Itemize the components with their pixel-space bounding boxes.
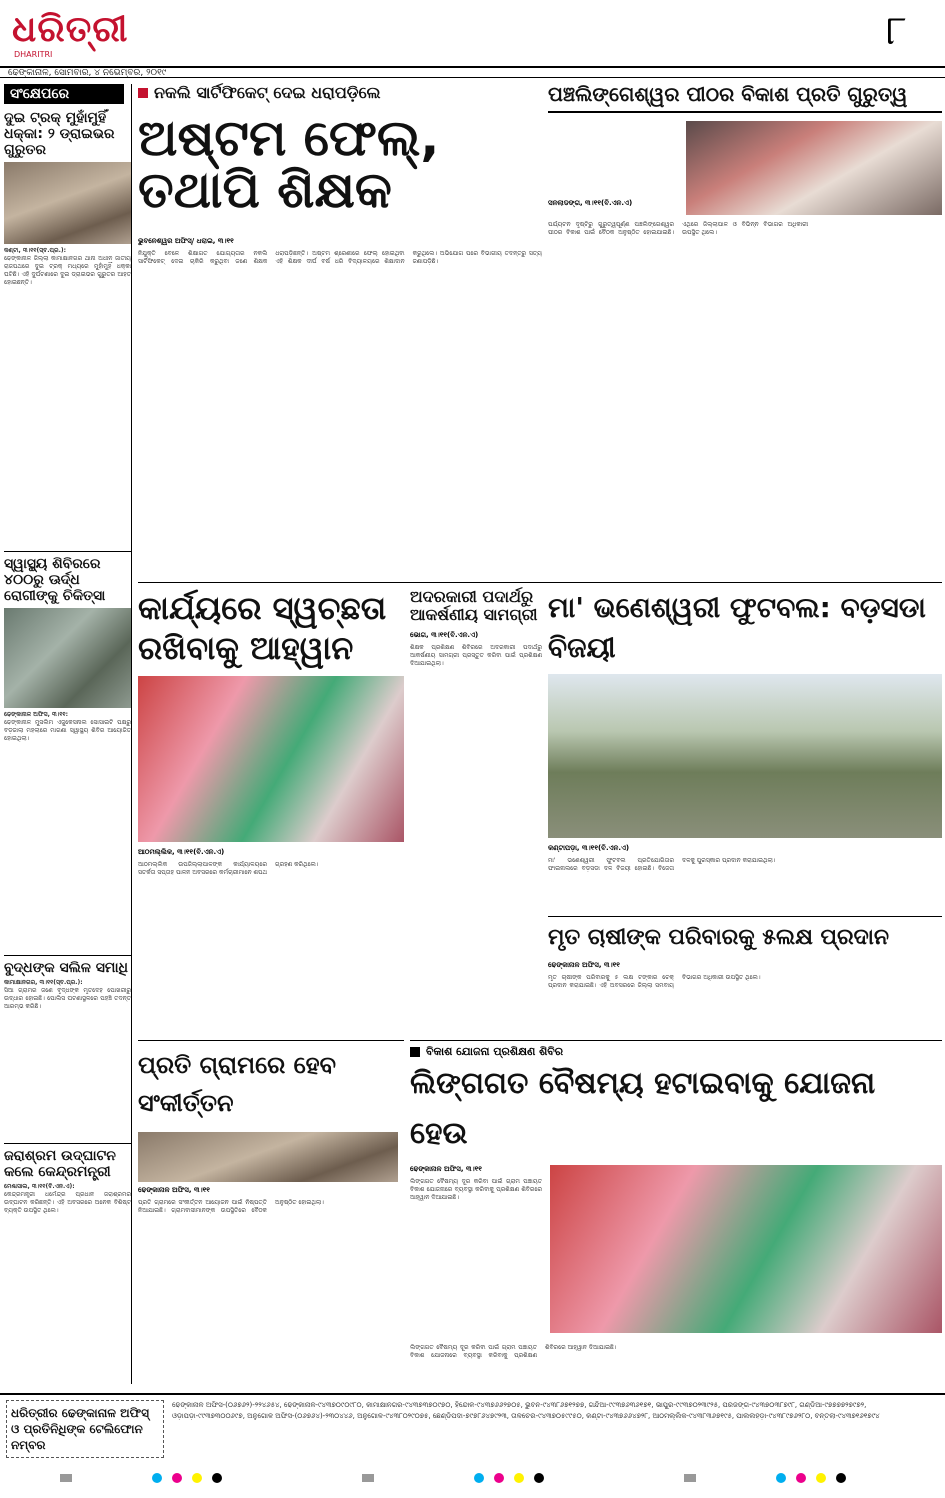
sidebar-header: ସଂକ୍ଷେପରେ [4, 84, 124, 104]
sidebar-item [4, 551, 131, 949]
village-meeting-photo [138, 1132, 398, 1182]
temple-story [548, 84, 942, 561]
lead-story [138, 84, 542, 595]
women-training-photo [550, 1165, 942, 1333]
registration-square [362, 1474, 374, 1482]
oath-photo [138, 676, 404, 842]
football-headline: ମା' ଭଣେଶ୍ୱରୀ ଫୁଟବଲ: ବଡ଼ସଡା ବିଜୟୀ [548, 591, 926, 664]
sidebar-item-body: କେନ୍ଦ୍ରମନ୍ତ୍ରୀ ଧର୍ମେନ୍ଦ୍ର ପ୍ରଧାନ ଜରାଶ୍ରମର ଉଦ୍‌ଘାଟନ କରିଛନ୍ତି। ଏହି ଅବସରରେ ଅନେକ ବିଶିଷ୍ଟ ବ୍ୟକ୍ତି ଉପସ୍ଥିତ ଥିଲେ। [4, 1191, 131, 1214]
football-body: ମା' ଭଣେଶ୍ୱରୀ ଫୁଟବଲ ପ୍ରତିଯୋଗିତାର ଫାଇନାଲରେ ବଡ଼ସଡା ଦଳ ବିଜୟୀ ହୋଇଛି। ବିଜେତା ଦଳକୁ ପୁରସ୍କାର ପ୍ରଦାନ କରାଯାଇଥିଲା। [548, 857, 776, 872]
black-dot [534, 1473, 544, 1483]
village-photo-caption: ଢେଙ୍କାନାଳ ଅଫିସ, ୩।୧୧ [138, 1186, 210, 1194]
newspaper-logo: ଧରିତ୍ରୀ [12, 8, 129, 50]
gender-dateline: ଢେଙ୍କାନାଳ ଅଫିସ, ୩।୧୧ [410, 1165, 482, 1173]
waste-story [410, 588, 542, 1039]
football-story [548, 588, 942, 947]
footer-phone-numbers: ଢେଙ୍କାନାଳ ଅଫିସ-(୦୬୭୬୨)-୨୨୪୬୫୪, ଢେଙ୍କାନାଳ-୯୪୩୭୦୯୦୯୮୦, କାମାକ୍ଷାନଗର-୯୪୩୭୩୭୦୯୭୦, ହିନ୍ଦୋଳ-୯୪୩୭୬୬୨୭୦୫, ଭୁବନ-୯୪୩୮୬୭୧୨୭୭, ଗନ୍ଦିଆ-୯୯୩୭୬୩୬୧୭୧, ଭାପୁର-୯୯୩୭୦୨୩୯୨୫, ପରଜଙ୍ଗ-୯୪୩୭୦୩୮୭୯୮, ଗଣ୍ଡିଆ-୯୭୭୭୭୨୭୯୭୨, ଓଡ଼ାପଡ଼ା-୯୯୩୭୩୦୦୬୯୭, ଅନୁଗୋଳ ଅଫିସ-(୦୬୭୬୪)-୨୩୦୪୪୬, ଅନୁଗୋଳ-୯୪୩୮୦୨୯୦୭୫, ଛେଣ୍ଡିପଦା-୭୯୭୮୬୪୭୯୨୩, ତାଳଚେର-୯୪୩୭୦୫୯୯୫୦, କଣ୍ଟା-୯୪୩୭୬୬୪୭୨୮, ଆଠମଲ୍ଲିକ-୯୪୩୮୩୬୭୧୯୫, ପାଲଲହଡ଼ା-୯୪୩୮୯୭୬୨୮୦, ବନ୍ତଲା-୯୪୩୭୧୬୧୭୯୪ [172, 1401, 880, 1420]
black-dot [836, 1473, 846, 1483]
page-number: ୮ [886, 8, 907, 54]
village-headline: ପ୍ରତି ଗ୍ରାମରେ ହେବ ସଂକୀର୍ତ୍ତନ [138, 1051, 337, 1117]
football-team-photo [548, 674, 942, 838]
sidebar-item [4, 1143, 131, 1371]
sidebar-item-dateline: କଣ୍ଟା, ୩।୧୧(ସ୍ବ.ପ୍ର.): [4, 247, 67, 254]
sidebar-item-title: ଜରାଶ୍ରମ ଉଦ୍‌ଘାଟନ କଲେ କେନ୍ଦ୍ରମନ୍ତ୍ରୀ [4, 1148, 116, 1180]
sidebar-item-dateline: ମେଣ୍ଢାସାଲ, ୩।୧୧(ବି.ଏନ.ଏ): [4, 1183, 75, 1190]
waste-dateline: ଭୋଗ, ୩।୧୧(ବି.ଏନ.ଏ) [410, 631, 479, 640]
lead-dateline: ଭୁବନେଶ୍ୱର ଅଫିସ୍/ ଧରାଇ, ୩।୧୧ [138, 236, 234, 245]
lead-headline: ଅଷ୍ଟମ ଫେଲ୍, ତଥାପି ଶିକ୍ଷକ [138, 108, 440, 220]
sidebar-item-body: ଢେଙ୍କାନାଳ ମୁସଲିମ ଏଜୁକେସନାଲ ସୋସାଇଟି ପକ୍ଷରୁ ବଡ଼ଜାଲା ମହଲାରେ ମାଗଣା ସ୍ୱାସ୍ଥ୍ୟ ଶିବିର ଆୟୋଜିତ ହୋଇଥିଲା। [4, 719, 131, 742]
magenta-dot [796, 1473, 806, 1483]
sidebar-item [4, 110, 131, 545]
newspaper-logo-sub: DHARITRI [14, 50, 53, 59]
farmer-dateline: ଢେଙ୍କାନାଳ ଅଫିସ, ୩।୧୧ [548, 961, 620, 969]
clean-body: ଆଠମଲ୍ଲିକ ଉପଜିଲ୍ଲାପାଳଙ୍କ କାର୍ଯ୍ୟାଳୟରେ ସତର୍କତା ସପ୍ତାହ ପାଳନ ଅବସରରେ କର୍ମଚାରୀମାନେ ଶପଥ ଗ୍ରହଣ କରିଥିଲେ। [138, 861, 319, 876]
clean-story [138, 588, 404, 1031]
sidebar-item-title: ବୁଦ୍ଧଙ୍କ ସଲିଳ ସମାଧି [4, 960, 129, 976]
clean-photo-caption: ଆଠମଲ୍ଲିକ, ୩।୧୧(ବି.ଏନ.ଏ) [138, 848, 225, 856]
sidebar-item-dateline: କାମାକ୍ଷାନଗର, ୩।୧୧(ସ୍ବ.ପ୍ର.): [4, 979, 83, 986]
cyan-dot [776, 1473, 786, 1483]
temple-dateline: ସନଲାଡଙ୍ଗ, ୩।୧୧(ବି.ଏନ.ଏ) [548, 199, 633, 207]
farmer-headline: ମୃତ ଚାଷୀଙ୍କ ପରିବାରକୁ ୫ଲକ୍ଷ ପ୍ରଦାନ [548, 916, 942, 955]
gender-body-col1: ଲିଙ୍ଗଗତ ବୈଷମ୍ୟ ଦୂର କରିବା ପାଇଁ ଗ୍ରାମ ପଞ୍ଚାୟତ ବିକାଶ ଯୋଜନାରେ ବ୍ୟବସ୍ଥା କରିବାକୁ ପ୍ରଶିକ୍ଷଣ ଶିବିରରେ ଆହ୍ୱାନ ଦିଆଯାଇଛି। [410, 1178, 542, 1201]
truck-accident-photo [4, 162, 131, 244]
registration-square [60, 1474, 72, 1482]
divider [138, 1040, 404, 1041]
gender-kicker: ବିକାଶ ଯୋଜନା ପ୍ରଶିକ୍ଷଣ ଶିବିର [426, 1045, 564, 1058]
registration-square [684, 1474, 696, 1482]
black-dot [212, 1473, 222, 1483]
sidebar-item-body: ଢେଙ୍କାନାଳ ଜିଲ୍ଲା କାମାକ୍ଷାନଗର ଥାନା ଅଧୀନ ଜାତୀୟ ରାଜପଥରେ ଦୁଇ ଟ୍ରକ୍ ମଧ୍ୟରେ ମୁହାଁମୁହିଁ ଧକ୍କା ଘଟିଛି। ଏହି ଦୁର୍ଘଟଣାରେ ଦୁଇ ଡ୍ରାଇଭର ଗୁରୁତର ଆହତ ହୋଇଛନ୍ତି। [4, 255, 131, 286]
sidebar [4, 84, 132, 1384]
health-camp-photo [4, 608, 131, 708]
kicker-square [138, 88, 148, 98]
lead-body: ନିଯୁକ୍ତି ବେଳେ ଶିକ୍ଷାଗତ ଯୋଗ୍ୟତାର ନକଲି ସାର୍ଟିଫିକେଟ୍ ଦେଇ ଚାକିରି କରୁଥିବା ଜଣେ ଶିକ୍ଷକ ଧରାପଡ଼ିଛନ୍ତି। ଅଷ୍ଟମ ଶ୍ରେଣୀରେ ଫେଲ୍ ହୋଇଥିବା ଏହି ଶିକ୍ଷକ ଦୀର୍ଘ ବର୍ଷ ଧରି ବିଦ୍ୟାଳୟରେ ଶିକ୍ଷାଦାନ କରୁଥିଲେ। ଅଭିଯୋଗ ପରେ ବିଭାଗୀୟ ତଦନ୍ତରୁ ସତ୍ୟ ଜଣାପଡ଼ିଛି। [138, 249, 542, 265]
magenta-dot [172, 1473, 182, 1483]
sidebar-item [4, 955, 131, 1137]
yellow-dot [514, 1473, 524, 1483]
cyan-dot [152, 1473, 162, 1483]
waste-headline: ଅଦରକାରୀ ପଦାର୍ଥରୁ ଆକର୍ଷଣୀୟ ସାମଗ୍ରୀ [410, 587, 538, 624]
sidebar-item-title: ସ୍ୱାସ୍ଥ୍ୟ ଶିବିରରେ ୪୦୦ରୁ ଊର୍ଦ୍ଧ ରୋଗୀଙ୍କୁ ଚିକିତ୍ସା [4, 556, 106, 604]
sidebar-item-dateline: ଢେଙ୍କାନାଳ ଅଫିସ, ୩।୧୧: [4, 711, 69, 718]
yellow-dot [192, 1473, 202, 1483]
gender-headline: ଲିଙ୍ଗଗତ ବୈଷମ୍ୟ ହଟାଇବାକୁ ଯୋଜନା ହେଉ [410, 1066, 876, 1151]
gender-body: ଲିଙ୍ଗଗତ ବୈଷମ୍ୟ ଦୂର କରିବା ପାଇଁ ଗ୍ରାମ ପଞ୍ଚାୟତ ବିକାଶ ଯୋଜନାରେ ବ୍ୟବସ୍ଥା କରିବାକୁ ପ୍ରଶିକ୍ଷଣ ଶିବିରରେ ଆହ୍ୱାନ ଦିଆଯାଇଛି। [410, 1344, 617, 1359]
lead-kicker: ନକଲି ସାର୍ଟିଫିକେଟ୍ ଦେଇ ଧରାପଡ଼ିଲେ [154, 83, 381, 102]
cyan-dot [474, 1473, 484, 1483]
yellow-dot [816, 1473, 826, 1483]
farmer-story [548, 916, 942, 1044]
village-story [138, 1046, 404, 1379]
temple-headline: ପଞ୍ଚଲିଙ୍ଗେଶ୍ୱର ପୀଠର ବିକାଶ ପ୍ରତି ଗୁରୁତ୍ୱ [548, 84, 942, 113]
waste-body: ଶିକ୍ଷକ ପ୍ରଶିକ୍ଷଣ ଶିବିରରେ ଅଦରକାରୀ ପଦାର୍ଥରୁ ଆକର୍ଷଣୀୟ ସାମଗ୍ରୀ ପ୍ରସ୍ତୁତ କରିବା ପାଇଁ ପ୍ରଶିକ୍ଷଣ ଦିଆଯାଇଥିଲା। [410, 644, 542, 668]
sidebar-item-body: ସିଆ ଗ୍ରାମର ଜଣେ ବୃଦ୍ଧଙ୍କ ମୃତଦେହ ପୋଖରୀରୁ ଉଦ୍ଧାର ହୋଇଛି। ପୋଲିସ ଘଟଣାସ୍ଥଳରେ ପହଞ୍ଚି ତଦନ୍ତ ଆରମ୍ଭ କରିଛି। [4, 987, 131, 1010]
meeting-photo [686, 121, 942, 215]
kicker-square [410, 1047, 420, 1057]
farmer-body: ମୃତ ଚାଷୀଙ୍କ ପରିବାରକୁ ୫ ଲକ୍ଷ ଟଙ୍କାର ଚେକ୍ ପ୍ରଦାନ କରାଯାଇଛି। ଏହି ଅବସରରେ ଜିଲ୍ଲା ସମବାୟ ବିଭାଗର ଅଧିକାରୀ ଉପସ୍ଥିତ ଥିଲେ। [548, 974, 761, 989]
footer-phone-box: ଧରିତ୍ରୀର ଢେଙ୍କାନାଳ ଅଫିସ୍ ଓ ପ୍ରତିନିଧିଙ୍କ ଟେଲିଫୋନ ନମ୍ବର [6, 1400, 164, 1458]
sidebar-item-title: ଦୁଇ ଟ୍ରକ୍ ମୁହାଁମୁହିଁ ଧକ୍କା: ୨ ଡ୍ରାଇଭର ଗୁରୁତର [4, 110, 115, 158]
magenta-dot [494, 1473, 504, 1483]
divider [138, 582, 942, 583]
registration-marks [60, 1472, 846, 1484]
clean-headline: କାର୍ଯ୍ୟରେ ସ୍ୱଚ୍ଛତା ରଖିବାକୁ ଆହ୍ୱାନ [138, 589, 387, 667]
dateline: ଢେଙ୍କାନାଳ, ସୋମବାର, ୪ ନଭେମ୍ବର, ୨୦୧୯ [0, 66, 945, 78]
village-body: ପ୍ରତି ଗ୍ରାମରେ ସଂକୀର୍ତ୍ତନ ଆୟୋଜନ ପାଇଁ ନିଷ୍ପତ୍ତି ନିଆଯାଇଛି। ଗ୍ରାମବାସୀମାନଙ୍କ ଉପସ୍ଥିତିରେ ବୈଠକ ଅନୁଷ୍ଠିତ ହୋଇଥିଲା। [138, 1199, 324, 1214]
temple-body: ପର୍ଯ୍ୟଟନ ଦୃଷ୍ଟିରୁ ଗୁରୁତ୍ୱପୂର୍ଣ୍ଣ ପଞ୍ଚଲିଙ୍ଗେଶ୍ୱର ପୀଠର ବିକାଶ ପାଇଁ ବୈଠକ ଅନୁଷ୍ଠିତ ହୋଇଯାଇଛି। ଏଥିରେ ଜିଲ୍ଲାପାଳ ଓ ବିଭିନ୍ନ ବିଭାଗର ଅଧିକାରୀ ଉପସ୍ଥିତ ଥିଲେ। [548, 221, 808, 236]
gender-story [410, 1040, 942, 1404]
football-photo-caption: କଣ୍ଟାପଡ଼ା, ୩।୧୧(ବି.ଏନ.ଏ) [548, 844, 630, 852]
